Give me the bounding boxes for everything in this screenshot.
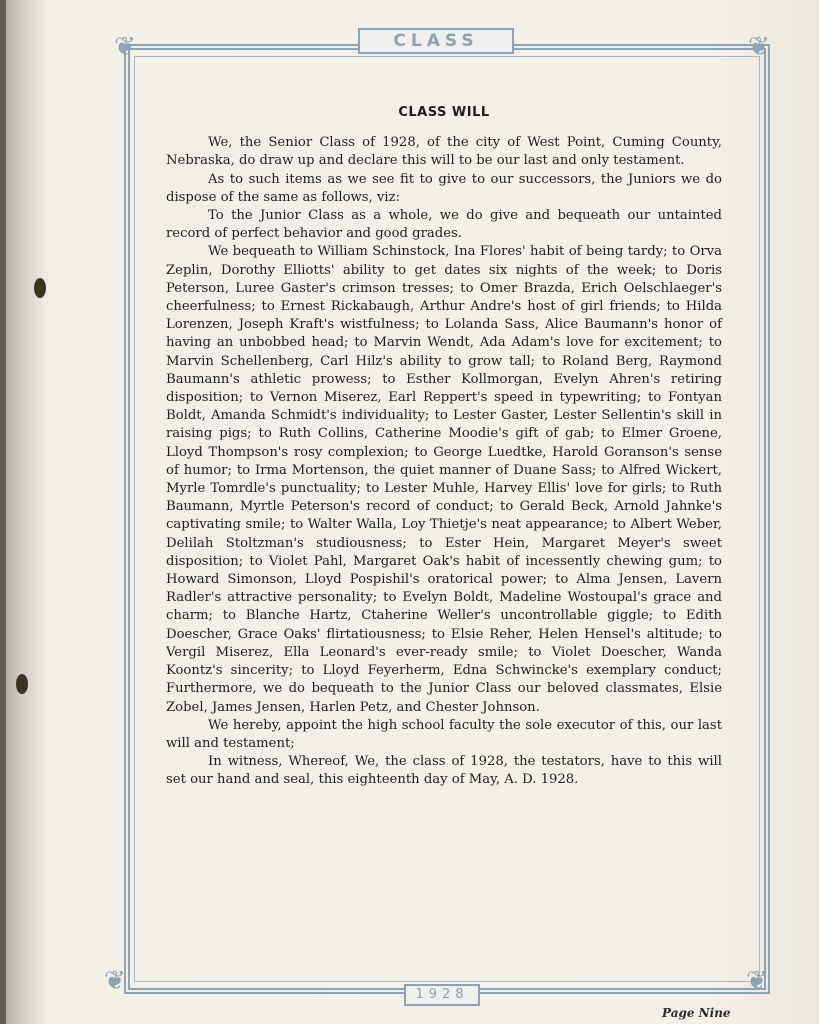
spine-shadow: [6, 0, 50, 1024]
corner-ornament-top-left-icon: ❦: [114, 32, 136, 62]
class-will-text: [166, 104, 722, 790]
paragraph: We bequeath to William Schinstock, Ina Flores' habit of being tardy; to Orva Zeplin, Dorothy Elliotts' ability to get dates six nights of the week; to Doris Peterson, Luree Gaster's crimson tresses; to Omer Brazda, Erich Oelschlaeger's cheerfulness; to Ernest Rickabaugh, Arthur Andre's host of girl friends; to Hilda Lorenzen, Joseph Kraft's wistfulness; to Lolanda Sass, Alice Baumann's honor of having an unbobbed head; to Marvin Wendt, Ada Adam's love for excitement; to Marvin Schellenberg, Carl Hilz's ability to grow tall; to Roland Berg, Raymond Baumann's athletic prowess; to Esther Kollmorgan, Evelyn Ahren's retiring disposition; to Vernon Miserez, Earl Reppert's speed in typewriting; to Fontyan Boldt, Amanda Schmidt's individuality; to Lester Gaster, Lester Sellentin's skill in raising pigs; to Ruth Collins, Catherine Moodie's gift of gab; to Elmer Groene, Lloyd Thompson's rosy complexion; to George Luedtke, Harold Goranson's sense of humor; to Irma Mortenson, the quiet manner of Duane Sass; to Alfred Wickert, Myrle Tomrdle's punctuality; to Lester Muhle, Harvey Ellis' love for girls; to Ruth Baumann, Myrtle Peterson's record of conduct; to Gerald Beck, Arnold Jahnke's captivating smile; to Walter Walla, Loy Thietje's neat appearance; to Albert Weber, Delilah Stoltzman's studiousness; to Ester Hein, Margaret Meyer's sweet disposition; to Violet Pahl, Margaret Oak's habit of incessently chewing gum; to Howard Simonson, Lloyd Pospishil's oratorical power; to Alma Jensen, Lavern Radler's attractive personality; to Evelyn Boldt, Madeline Wostoupal's grace and charm; to Blanche Hartz, Ctaherine Weller's uncontrollable giggle; to Edith Doescher, Grace Oaks' flirtatiousness; to Elsie Reher, Helen Hensel's altitude; to Vergil Miserez, Ella Leonard's ever-ready smile; to Violet Doescher, Wanda Koontz's sincerity; to Lloyd Feyerherm, Edna Schwincke's exemplary conduct; Furthermore, we do bequeath to the Junior Class our beloved classmates, Elsie Zobel, James Jensen, Harlen Petz, and Chester Johnson.: [166, 244, 722, 715]
corner-ornament-top-right-icon: ❦: [748, 32, 770, 62]
paragraph: We, the Senior Class of 1928, of the city of West Point, Cuming County, Nebraska, do draw up and declare this will to be our last and only testament.: [166, 135, 722, 169]
paragraph: As to such items as we see fit to give to our successors, the Juniors we do dispose of the same as follows, viz:: [166, 171, 722, 205]
footer-banner: 1928: [404, 984, 480, 1006]
corner-ornament-bottom-right-icon: ❦: [746, 966, 768, 996]
paragraph: In witness, Whereof, We, the class of 1928, the testators, have to this will set our hand and seal, this eighteenth day of May, A. D. 1928.: [166, 754, 722, 788]
binding-hole-top: [34, 278, 46, 298]
yearbook-page: [6, 0, 819, 1024]
binding-hole-bottom: [16, 674, 28, 694]
corner-ornament-bottom-left-icon: ❦: [104, 966, 126, 996]
paragraph: We hereby, appoint the high school faculty the sole executor of this, our last will and testament;: [166, 717, 722, 751]
page-title: CLASS WILL: [398, 105, 490, 120]
page-number: Page Nine: [662, 1006, 731, 1020]
header-banner: CLASS: [358, 28, 514, 54]
paragraph: To the Junior Class as a whole, we do give and bequeath our untainted record of perfect behavior and good grades.: [166, 208, 722, 242]
